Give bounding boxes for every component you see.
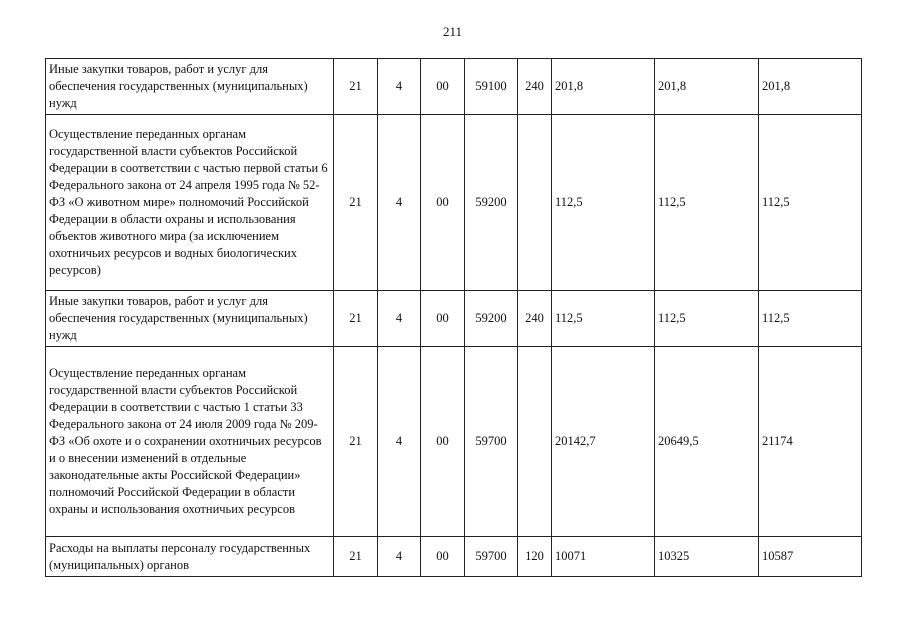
cell-csr: 59200 [465, 115, 518, 291]
budget-table [45, 58, 862, 577]
row-description: Осуществление переданных органам государственной власти субъектов Российской Федерации в соответствии с частью 1 статьи 33 Федерального закона от 24 июля 2009 года № 209-ФЗ «Об охоте и о сохранении охотничьих ресурсов и о внесении изменений в отдельные законодательные акты Российской Федерации» полномочий Российской Федерации в области охраны и использования охотничьих ресурсов [46, 347, 334, 537]
cell-year3: 201,8 [759, 59, 862, 115]
cell-year1: 20142,7 [552, 347, 655, 537]
table-row [46, 115, 862, 291]
cell-year1: 112,5 [552, 115, 655, 291]
cell-gr: 21 [334, 537, 378, 577]
cell-vr: 120 [518, 537, 552, 577]
cell-rz: 4 [378, 115, 421, 291]
cell-year3: 21174 [759, 347, 862, 537]
cell-year1: 10071 [552, 537, 655, 577]
cell-vr [518, 347, 552, 537]
row-description: Иные закупки товаров, работ и услуг для обеспечения государственных (муниципальных) нужд [46, 59, 334, 115]
cell-csr: 59100 [465, 59, 518, 115]
cell-pr: 00 [421, 115, 465, 291]
cell-pr: 00 [421, 537, 465, 577]
cell-year3: 112,5 [759, 291, 862, 347]
cell-vr: 240 [518, 291, 552, 347]
cell-vr [518, 115, 552, 291]
cell-pr: 00 [421, 59, 465, 115]
cell-vr: 240 [518, 59, 552, 115]
cell-pr: 00 [421, 291, 465, 347]
cell-csr: 59200 [465, 291, 518, 347]
cell-gr: 21 [334, 347, 378, 537]
cell-csr: 59700 [465, 537, 518, 577]
page-number: 211 [442, 24, 463, 39]
cell-year1: 201,8 [552, 59, 655, 115]
row-description: Осуществление переданных органам государственной власти субъектов Российской Федерации в соответствии с частью первой статьи 6 Федерального закона от 24 апреля 1995 года № 52-ФЗ «О животном мире» полномочий Российской Федерации в области охраны и использования объектов животного мира (за исключением охотничьих ресурсов и водных биологических ресурсов) [46, 115, 334, 291]
table-row [46, 347, 862, 537]
cell-year1: 112,5 [552, 291, 655, 347]
table-row [46, 537, 862, 577]
cell-year2: 20649,5 [655, 347, 759, 537]
cell-year3: 112,5 [759, 115, 862, 291]
cell-year2: 201,8 [655, 59, 759, 115]
cell-gr: 21 [334, 115, 378, 291]
cell-gr: 21 [334, 59, 378, 115]
row-description: Иные закупки товаров, работ и услуг для обеспечения государственных (муниципальных) нужд [46, 291, 334, 347]
cell-year2: 112,5 [655, 115, 759, 291]
cell-rz: 4 [378, 537, 421, 577]
row-description: Расходы на выплаты персоналу государственных (муниципальных) органов [46, 537, 334, 577]
cell-gr: 21 [334, 291, 378, 347]
cell-year2: 112,5 [655, 291, 759, 347]
cell-year2: 10325 [655, 537, 759, 577]
cell-rz: 4 [378, 347, 421, 537]
table-row [46, 291, 862, 347]
cell-pr: 00 [421, 347, 465, 537]
table-row [46, 59, 862, 115]
cell-csr: 59700 [465, 347, 518, 537]
cell-rz: 4 [378, 59, 421, 115]
cell-rz: 4 [378, 291, 421, 347]
cell-year3: 10587 [759, 537, 862, 577]
